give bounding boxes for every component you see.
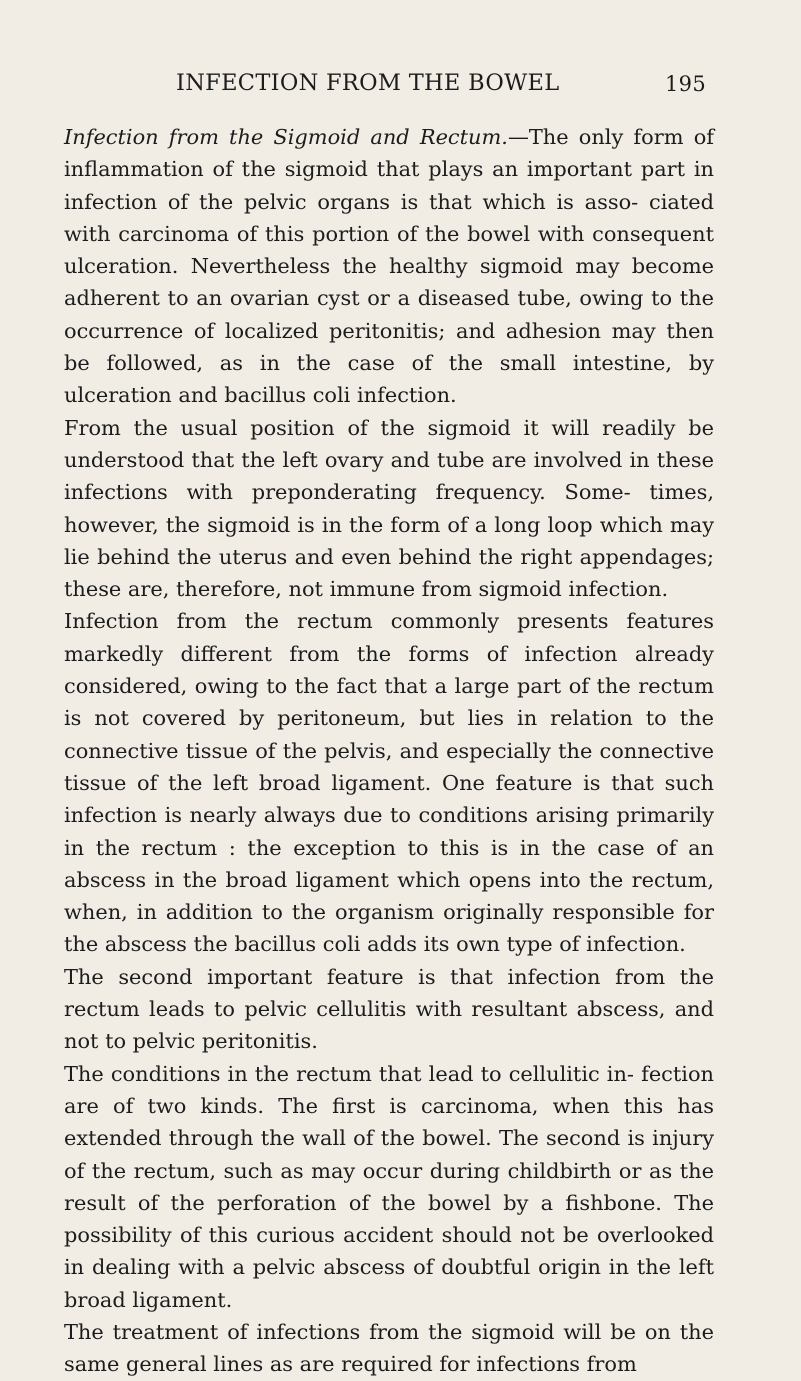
paragraph: The conditions in the rectum that lead to cellulitic in- fection are of two kinds. The first is carcinoma, when this has extended through the wall of the bowel. The second is injury of the rectum, such as may occur during childbirth or as the result of the perforation of the bowel by a fishbone. The possibility of this curious accident should not be overlooked in dealing with a pelvic abscess of doubtful origin in the left broad ligament. [64,1061,714,1312]
running-header [64,70,714,108]
body-text [64,121,714,1381]
book-page [64,70,714,1381]
paragraph: The second important feature is that infection from the rectum leads to pelvic cellulitis with resultant abscess, and not to pelvic peritonitis. [64,964,714,1054]
page-number: 195 [665,72,706,96]
paragraph-text: —The only form of inflammation of the sigmoid that plays an important part in infection of the pelvic organs is that which is asso- ciated with carcinoma of this portion of the bowel with consequent ulceration. Nevertheless the healthy sigmoid may become adherent to an ovarian cyst or a diseased tube, owing to the occurrence of localized peritonitis; and adhesion may then be followed, as in the case of the small intestine, by ulceration and bacillus coli infection. [64,125,715,408]
section-heading: Infection from the Sigmoid and Rectum. [64,125,508,149]
paragraph: From the usual position of the sigmoid it will readily be understood that the left ovary and tube are involved in these infections with preponderating frequency. Some- times, however, the sigmoid is in the form of a long loop which may lie behind the uterus and even behind the right appendages; these are, therefore, not immune from sigmoid infection. [64,415,714,602]
paragraph: The treatment of infections from the sigmoid will be on the same general lines as are required for infections from [64,1319,714,1377]
paragraph [64,121,714,412]
paragraph: Infection from the rectum commonly presents features markedly different from the forms of infection already considered, owing to the fact that a large part of the rectum is not covered by peritoneum, but lies in relation to the connective tissue of the pelvis, and especially the connective tissue of the left broad ligament. One feature is that such infection is nearly always due to conditions arising primarily in the rectum : the exception to this is in the case of an abscess in the broad ligament which opens into the rectum, when, in addition to the organism originally responsible for the abscess the bacillus coli adds its own type of infection. [64,609,714,957]
running-title: INFECTION FROM THE BOWEL [176,70,560,96]
